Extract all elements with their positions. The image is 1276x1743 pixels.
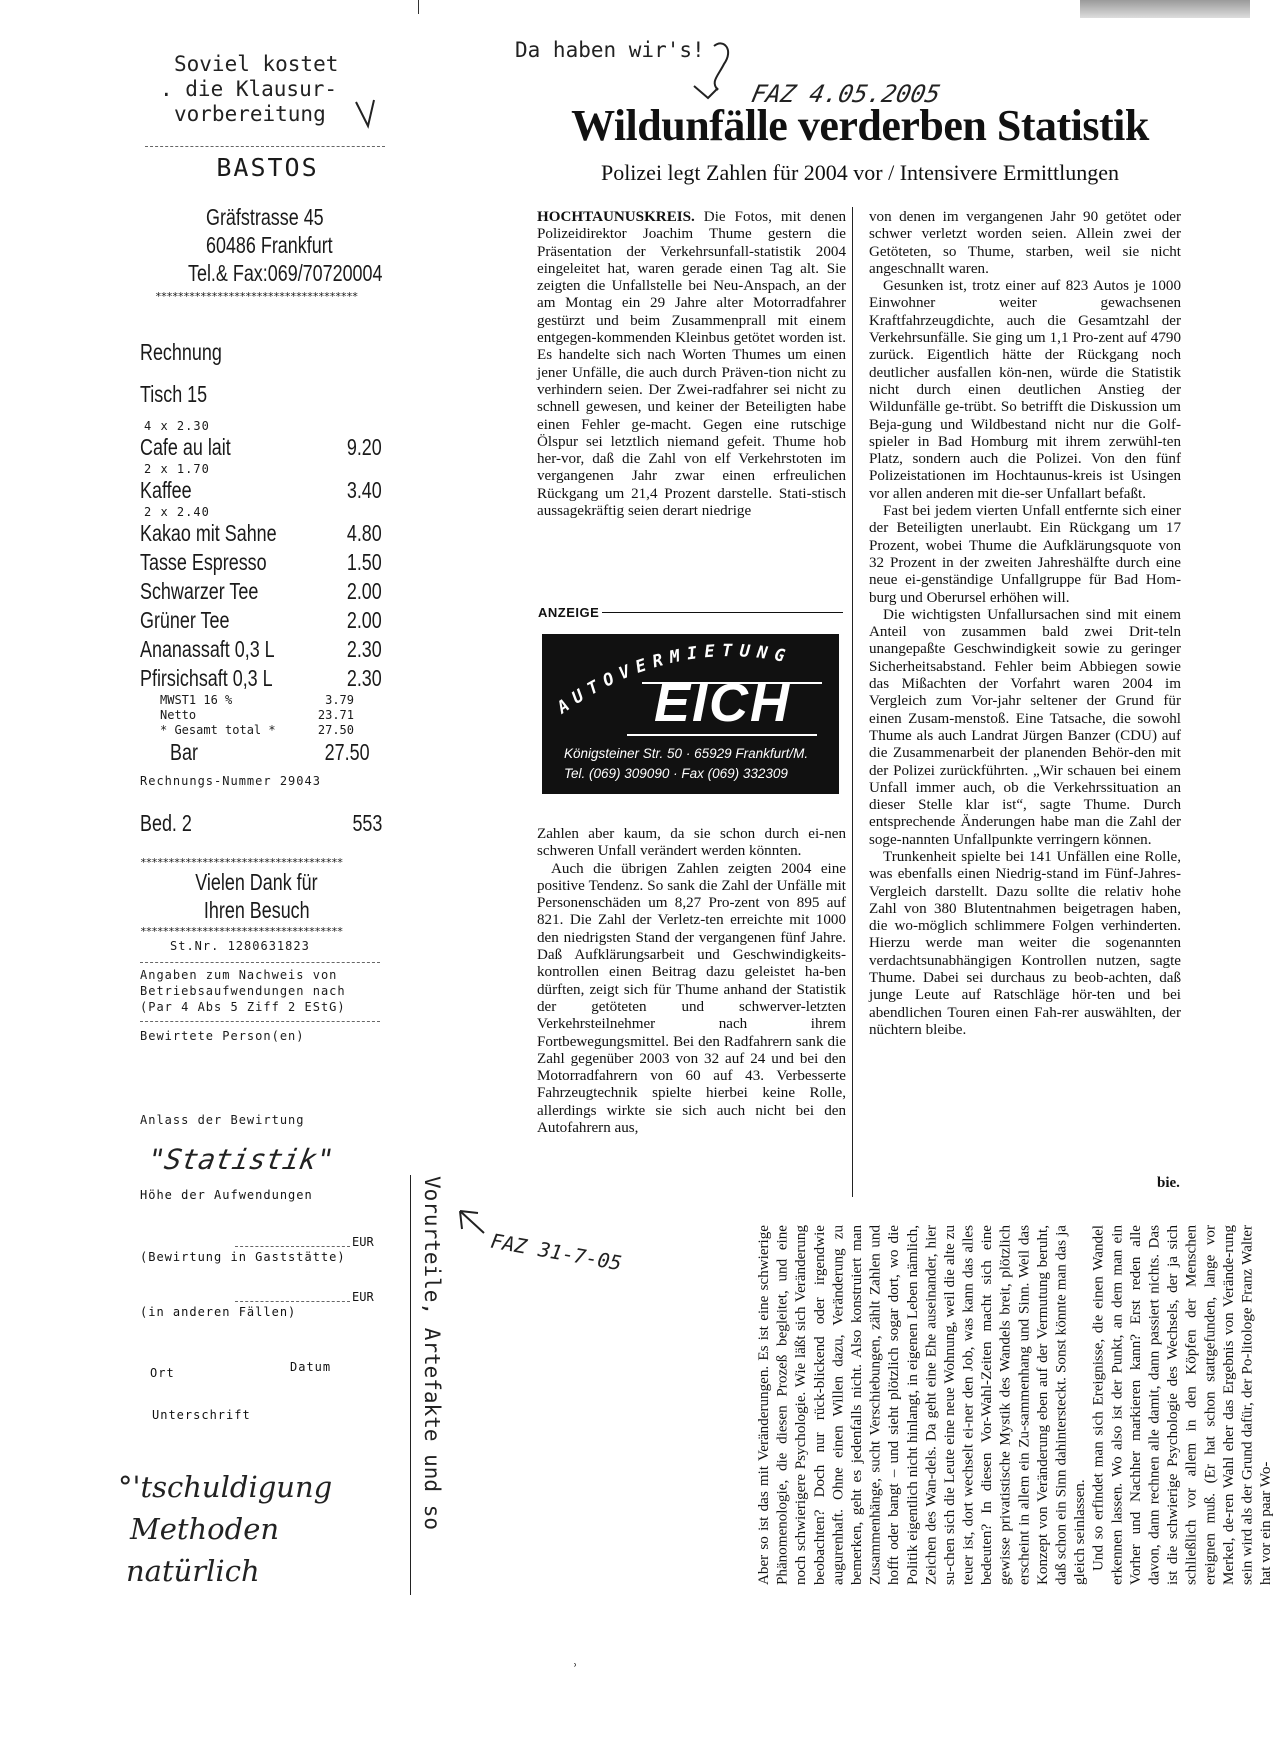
article-paragraph: Und so erfindet man sich Ereignisse, die einen Wandel erkennen lassen. Wo also ist der Punkt, an dem man ein Vorher und Nachher markieren kann? Erst reden alle davon, dann rechnen alle damit, dann passiert nichts. Das ist die schwierige Psychologie des Wechsels, der ja sich schließlich vor allem in den Köpfen der Menschen ereignen muß. (Er hat schon stattgefunden, lange vor Merkel, de-ren Wahl eher das Ergebnis von Verände-rung sein wird als der Grund dafür, der Po-litologe Franz Walter hat vor ein paar Wo- xyxy=(1090,1225,1275,1585)
column-rule xyxy=(852,207,853,1197)
advert-brand: EICH xyxy=(654,673,792,733)
item-quantity: 2 x 1.70 xyxy=(144,462,210,476)
item-price: 2.30 xyxy=(347,636,382,662)
article-paragraph: Die wichtigsten Unfallursachen sind mit einem Anteil von zusammen bald zwei Drit-teln unangepaßte Geschwindigkeit sowie zu geringer Sicherheitsabstand. Fehler beim Abbiegen sowie das Mißachten der Vorfahrt waren 2004 im Vergleich zum Vor-jahr seltener der Grund für einen Zusam-menstoß. Eine Tatsache, die sowohl Thume als auch Landrat Jürgen Banzer (CDU) auf die Zusammenarbeit der planenden Behör-den mit der Polizei zurückführten. „Wir schauen bei einem Unfall immer auch, ob die Verkehrssituation an dieser Stelle klar ist“, sagte Thume. Durch entsprechende Änderungen habe man die Zahl der soge-nannten Unfallpunkte verringern können. xyxy=(869,606,1181,848)
other-case-label: (in anderen Fällen) xyxy=(140,1305,297,1319)
rotated-article xyxy=(755,1225,1275,1585)
occasion-label: Anlass der Bewirtung xyxy=(140,1113,305,1127)
handwritten-note-cost xyxy=(160,52,339,127)
tax-line xyxy=(160,693,370,708)
article-paragraph: Auch die übrigen Zahlen zeigten 2004 eine positive Tendenz. So sank die Zahl der Unfälle mit Personenschäden um 8,27 Pro-zent von 895 auf 821. Die Zahl der Verletz-ten erreichte mit 1000 den niedrigsten Stand der vergangenen fünf Jahre. Daß Aufklärungsarbeit und Geschwindigkeits-kontrollen einen Beitrag dazu geleistet ha-ben dürften, zeigt sich für Thume anhand der Statistik der getöteten und schwerver-letzten Verkehrsteilnehmer nach ihrem Fortbewegungsmittel. Bei den Radfahrern sank die Zahl gegenüber 2003 von 32 auf 24 und bei den Motorradfahrern von 60 auf 43. Verbesserte Fahrzeugtechnik spielte hierbei keine Rolle, allerdings wirkte sie sich auch nicht bei den Autofahrern aus, xyxy=(537,860,846,1137)
staff-row xyxy=(140,809,382,838)
paid-label: Bar xyxy=(170,739,198,765)
ad-rule xyxy=(602,612,843,613)
receipt-item xyxy=(140,476,382,505)
article-headline: Wildunfälle verderben Statistik xyxy=(571,101,1149,150)
article-paragraph: Zahlen aber kaum, da sie schon durch ei-nen schweren Unfall verändert werden könnten. xyxy=(537,826,846,860)
date-label: Datum xyxy=(290,1360,332,1374)
item-price: 4.80 xyxy=(347,520,382,546)
handwritten-note-there-we-go: Da haben wir's! xyxy=(515,38,705,62)
restaurant-name: BASTOS xyxy=(216,153,319,182)
invoice-number: Rechnungs-Nummer 29043 xyxy=(140,774,321,788)
item-price: 2.00 xyxy=(347,578,382,604)
handwritten-apology xyxy=(118,1466,332,1592)
article-paragraph: Fast bei jedem vierten Unfall entfernte sich einer der Beteiligten unerlaubt. Ein Rückgang um 17 Prozent, wobei Thume die Aufklärungsquote von 32 Prozent in der zweiten Jahreshälfte durch eine neue ei-genständige Unfallgruppe für Bad Hom-burg und Oberursel erhöhen will. xyxy=(869,503,1181,606)
notice-line: (Par 4 Abs 5 Ziff 2 EStG) xyxy=(140,1000,346,1014)
paid-value: 27.50 xyxy=(325,739,370,765)
arrow-down-icon xyxy=(352,96,382,132)
tax-label: MWST1 16 % xyxy=(160,693,233,707)
tax-lines xyxy=(160,693,370,738)
article-author: bie. xyxy=(1157,1175,1180,1191)
tax-number: St.Nr. 1280631823 xyxy=(170,939,310,953)
item-quantity: 2 x 2.40 xyxy=(144,505,210,519)
tax-value: 23.71 xyxy=(317,708,354,722)
table-number: Tisch 15 xyxy=(140,381,208,407)
advert-address: Königsteiner Str. 50 · 65929 Frankfurt/M. xyxy=(564,746,809,761)
place-label: Ort xyxy=(150,1366,175,1380)
note-line: Soviel kostet xyxy=(174,52,339,76)
article-paragraph: Aber so ist das mit Veränderungen. Es ist eine schwierige Phänomenologie, die diesen Prozeß begleitet, und eine noch schwierigere Psychologie. Wie läßt sich Veränderung beobachten? Doch nur rück-blickend oder irgendwie augurenhaft. Ohne einen Willen dazu, Veränderung zu bemerken, geht es jedenfalls nicht. Also konstruiert man Zusammenhänge, sucht Verschiebungen, zählt Zahlen und hofft oder bangt – und sieht plötzlich sogar dort, wo die Politik eigentlich nicht hinlangt, in eigenen Leben nämlich, Zeichen des Wan-dels. Da geht eine Ehe auseinander, hier su-chen sich die Leute eine neue Wohnung, weil die alte zu teuer ist, dort wechselt ei-ner den Job, was kann das alles bedeuten? In diesen Vor-Wahl-Zeiten macht sich eine gewisse privatistische Mystik des Wandels breit, plötzlich erscheint in allem ein Zu-sammenhang und Sinn. Weil das Konzept von Veränderung eben auf der Vermutung beruht, daß schon ein Sinn dahintersteckt. Sonst könnte man das ja gleich seinlassen. xyxy=(756,1225,1089,1585)
receipt-item xyxy=(140,606,382,635)
ad-label: ANZEIGE xyxy=(538,605,600,620)
receipt-item xyxy=(140,577,382,606)
divider xyxy=(145,146,385,147)
scan-edge-mark xyxy=(1080,0,1250,18)
thanks-line: Vielen Dank für xyxy=(195,869,318,895)
arrow-icon xyxy=(454,1205,490,1237)
invoice-title: Rechnung xyxy=(140,339,222,365)
receipt xyxy=(140,140,395,1128)
article-text: Die Fotos, mit denen Polizeidirektor Joachim Thume gestern die Präsentation der Verkehrsunfall-statistik 2004 eingeleitet hat, waren gerade einen Tag alt. Sie zeigten die Unfallstelle bei Neu-Anspach, an der am Montag ein 29 Jahre alter Motorradfahrer gestürzt und beim Zusammenprall mit einem entgegen-kommenden Kleinbus getötet worden ist. Es handelte sich nach Worten Thumes um einen jener Unfälle, die auch durch Präven-tion nicht zu verhindern seien. Der Zwei-radfahrer sei nicht zu schnell gewesen, und keiner der Beteiligten habe einen Fehler ge-macht. Gegen eine rutschige Ölspur sei letztlich niemand gefeit. Thume hob her-vor, daß die Zahl von elf Verkehrstoten im vergangenen Jahr zwar einen erfreulichen Rückgang um 21,4 Prozent darstelle. Stati-stisch aussagekräftig seien derart niedrige xyxy=(537,209,846,520)
notice-line: Angaben zum Nachweis von xyxy=(140,968,338,982)
thanks-line: Ihren Besuch xyxy=(203,897,310,923)
amount-line-1 xyxy=(235,1246,350,1247)
tax-line xyxy=(160,723,370,738)
note-line: vorbereitung xyxy=(174,102,326,126)
scan-mark: ʾ xyxy=(572,1660,578,1680)
address-line: Tel.& Fax:069/70720004 xyxy=(188,260,383,286)
stars-divider: ************************************ xyxy=(155,290,358,303)
item-quantity: 4 x 2.30 xyxy=(144,419,210,433)
item-name: Grüner Tee xyxy=(140,607,230,633)
item-name: Kaffee xyxy=(140,477,192,503)
ad-label-row xyxy=(538,605,843,620)
apology-line: natürlich xyxy=(126,1554,260,1588)
car-rental-advert xyxy=(542,634,839,794)
thanks-text xyxy=(118,869,395,925)
advert-arc-text: AUTOVERMIETUNG xyxy=(553,641,794,718)
item-list xyxy=(140,419,390,693)
scan-edge-line xyxy=(418,0,419,14)
receipt-item xyxy=(140,519,382,548)
note-line: . die Klausur- xyxy=(160,77,338,101)
rotated-column-rule xyxy=(410,1175,411,1595)
receipt-item xyxy=(140,433,382,462)
item-name: Tasse Espresso xyxy=(140,549,267,575)
address-line: Gräfstrasse 45 xyxy=(206,204,324,230)
signature-label: Unterschrift xyxy=(152,1408,251,1422)
staff-label: Bed. 2 xyxy=(140,810,192,836)
restaurant-address xyxy=(188,204,395,288)
item-name: Ananassaft 0,3 L xyxy=(140,636,275,662)
amount-line-2 xyxy=(235,1301,350,1302)
item-price: 2.30 xyxy=(347,665,382,691)
handwritten-date-faz-2: FAZ 31-7-05 xyxy=(488,1228,624,1276)
item-name: Kakao mit Sahne xyxy=(140,520,277,546)
tax-value: 27.50 xyxy=(317,723,354,737)
restaurant-case-label: (Bewirtung in Gaststätte) xyxy=(140,1250,346,1264)
tax-value: 3.79 xyxy=(325,693,354,707)
tax-line xyxy=(160,708,370,723)
article-subheadline: Polizei legt Zahlen für 2004 vor / Intensivere Ermittlungen xyxy=(600,160,1120,185)
item-price: 2.00 xyxy=(347,607,382,633)
article-paragraph: Gesunken ist, trotz einer auf 823 Autos je 1000 Einwohner weiter gewachsenen Kraftfahrzeugdichte, auch die Gesamtzahl der Verkehrsunfälle. Sie ging um 1,1 Pro-zent auf 4790 zurück. Eigentlich hätte der Rückgang noch deutlicher ausfallen kön-nen, würde die Statistik nicht durch einen deutlichen Anstieg der Wildunfälle ge-trübt. So betrifft die Diskussion um Beja-gung und Wildbestand nicht nur die Golf-spieler in Bad Homburg mit ihrem zerwühl-ten Platz, sondern auch die Polizei. Von den fünf Polizeistationen im Hochtaunus-kreis ist Usingen vor allen anderen mit die-ser Unfallart befaßt. xyxy=(869,278,1181,502)
item-name: Pfirsichsaft 0,3 L xyxy=(140,665,273,691)
item-name: Cafe au lait xyxy=(140,434,231,460)
guests-label: Bewirtete Person(en) xyxy=(140,1029,305,1043)
apology-line: Methoden xyxy=(130,1512,280,1546)
handwritten-reason: "Statistik" xyxy=(145,1143,337,1176)
item-price: 3.40 xyxy=(347,477,382,503)
article-dateline: HOCHTAUNUSKREIS. xyxy=(537,209,695,225)
apology-line: °'tschuldigung xyxy=(118,1470,333,1504)
divider xyxy=(140,962,380,963)
article-paragraph xyxy=(537,209,846,520)
handwritten-date-faz: FAZ 4.05.2005 xyxy=(749,80,943,108)
receipt-item xyxy=(140,548,382,577)
article-paragraph: Trunkenheit spielte bei 141 Unfällen eine Rolle, was ebenfalls einen Niedrig-stand im Fünf-Jahres-Vergleich darstellt. Dazu sollte die relativ hohe Zahl von 380 Blutentnahmen beigetragen haben, die wo-möglich schlimmere Folgen verhinderten. Hierzu werde man weiter die sogenannten verdachtsunabhängigen Kontrollen nutzen, sagte Thume. Dabei sei durchaus zu beob-achten, daß junge Leute auf Ratschläge hör-ten und bei abendlichen Touren einen Fah-rer auswählten, der nüchtern bleibe. xyxy=(869,848,1181,1038)
advert-phone: Tel. (069) 309090 · Fax (069) 332309 xyxy=(564,766,788,781)
article-column-1b xyxy=(537,826,846,1137)
staff-value: 553 xyxy=(352,810,382,836)
eur-label-2: EUR xyxy=(352,1290,374,1304)
handwritten-vertical-note: Vorurteile, Artefakte und so xyxy=(420,1176,444,1531)
notice-line: Betriebsaufwendungen nach xyxy=(140,984,346,998)
item-price: 1.50 xyxy=(347,549,382,575)
article-column-2 xyxy=(869,209,1181,1039)
eur-label-1: EUR xyxy=(352,1235,374,1249)
address-line: 60486 Frankfurt xyxy=(206,232,333,258)
stars-divider: ************************************ xyxy=(140,856,343,869)
advert-speed-bar xyxy=(627,734,817,736)
item-price: 9.20 xyxy=(347,434,382,460)
paid-row xyxy=(170,738,370,767)
receipt-item xyxy=(140,664,382,693)
item-name: Schwarzer Tee xyxy=(140,578,259,604)
receipt-amount-label: Höhe der Aufwendungen xyxy=(140,1188,313,1202)
stars-divider: ************************************ xyxy=(140,925,343,938)
check-arrow-icon xyxy=(688,34,748,104)
article-column-1 xyxy=(537,209,846,520)
receipt-item xyxy=(140,635,382,664)
expense-notice xyxy=(140,967,395,1015)
tax-label: Netto xyxy=(160,708,197,722)
tax-label: * Gesamt total * xyxy=(160,723,276,737)
divider xyxy=(140,1021,380,1022)
article-paragraph: von denen im vergangenen Jahr 90 getötet oder schwer verletzt worden seien. Allein zwei der Getöteten, so Thume, starben, weil sie nicht angeschnallt waren. xyxy=(869,209,1181,277)
